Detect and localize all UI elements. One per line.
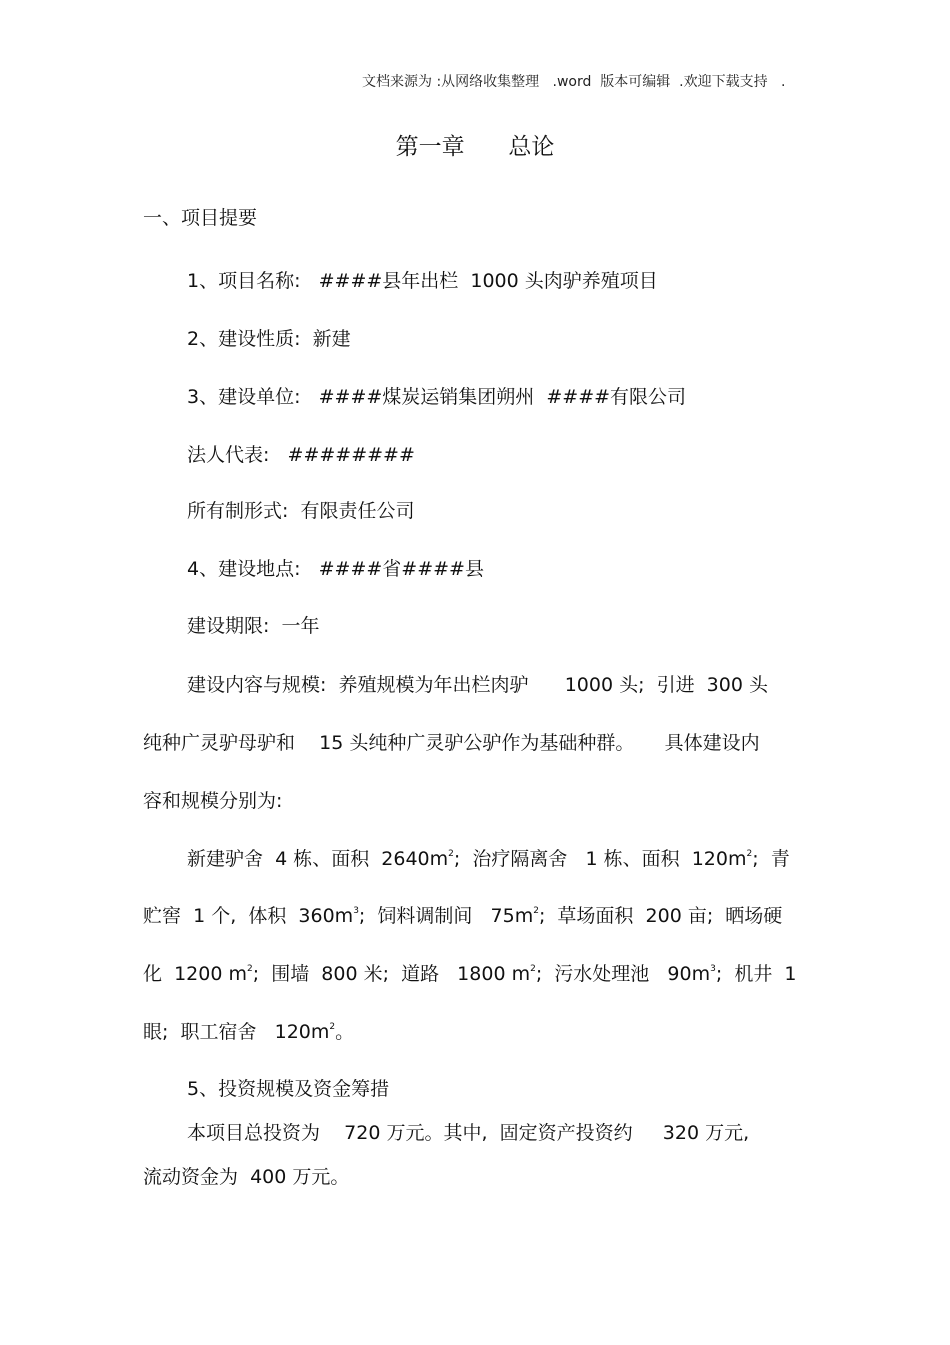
investment-line: 本项目总投资为 720 万元。其中, 固定资产投资约 320 万元, [187, 1122, 750, 1144]
detail-line-1: 新建驴舍 4 栋、面积 $2640m^2$; 治疗隔离舍 1 栋、面积 $120m^2$; 青 [187, 848, 790, 870]
source-note: 文档来源为 :从网络收集整理 .word 版本可编辑 .欢迎下载支持 . [362, 74, 786, 90]
detail-line-3: 化 1200 $m^2$; 围墙 800 米; 道路 1800 $m^2$; 污水处理池 $90m^3$; 机井 1 [143, 963, 797, 985]
construction-nature: 2、建设性质: 新建 [187, 328, 351, 350]
construction-unit: 3、建设单位: ####煤炭运销集团朔州 ####有限公司 [187, 386, 687, 408]
ownership-form: 所有制形式: 有限责任公司 [187, 500, 415, 522]
investment-heading: 5、投资规模及资金筹措 [187, 1078, 390, 1100]
detail-line-4: 眼; 职工宿舍 $120m^2$。 [143, 1021, 355, 1043]
construction-period: 建设期限: 一年 [187, 615, 320, 637]
chapter-title: 第一章 总论 [395, 134, 555, 160]
scale-paragraph-line: 纯种广灵驴母驴和 15 头纯种广灵驴公驴作为基础种群。 具体建设内 [143, 732, 760, 754]
scale-paragraph-line: 容和规模分别为: [143, 790, 283, 812]
legal-representative: 法人代表: ######## [187, 444, 415, 466]
project-name: 1、项目名称: ####县年出栏 1000 头肉驴养殖项目 [187, 270, 658, 292]
construction-location: 4、建设地点: ####省####县 [187, 558, 484, 580]
investment-line: 流动资金为 400 万元。 [143, 1166, 350, 1188]
section-heading: 一、项目提要 [143, 207, 258, 229]
scale-paragraph-line: 建设内容与规模: 养殖规模为年出栏肉驴 1000 头; 引进 300 头 [187, 674, 768, 696]
detail-line-2: 贮窖 1 个, 体积 $360m^3$; 饲料调制间 $75m^2$; 草场面积 200 亩; 晒场硬 [143, 905, 783, 927]
